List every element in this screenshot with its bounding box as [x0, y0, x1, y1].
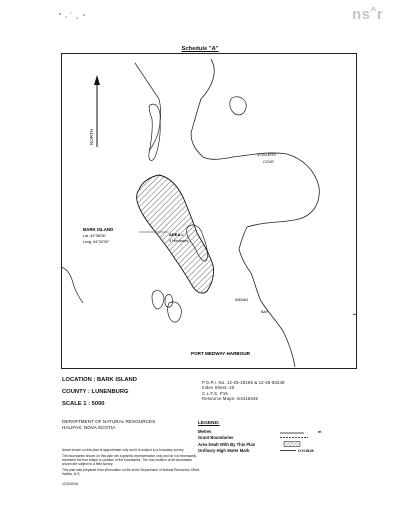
- department-location: HALIFAX, NOVA SCOTIA: [62, 425, 116, 431]
- voglers-label-2: COVE: [263, 159, 275, 164]
- small-islet-north: [230, 97, 247, 115]
- voglers-label-1: VOGLERS: [257, 152, 276, 157]
- hatch-symbol: [280, 441, 316, 447]
- note-2: The boundaries shown on this plan are a graphic representation only and do not necessarily represent the true shape or position of the boundaries. The true location of all boundaries shown are subject to a field survey.: [62, 453, 197, 467]
- document-id: 12204016: [62, 482, 78, 486]
- schedule-title: Schedule "A": [181, 46, 219, 52]
- department-block: [62, 419, 155, 432]
- map-canvas: [61, 53, 357, 369]
- plan-info-left: [62, 377, 137, 413]
- note-1: Areas shown on this plan is approximate only and it is subject to a boundary survey.: [62, 448, 185, 452]
- note-3: This plan was prepared from information on file at the Department of Natural Resources Office, Halifax, N.S.: [62, 467, 201, 477]
- east-edge-mark: [353, 314, 357, 318]
- index-sheet-line: Index Sheet: 40: [202, 385, 235, 391]
- legend-row-area-dealt: Area Dealt With By This Plan: [198, 441, 322, 448]
- resource-maps-line: Resource Maps: m4415645: [202, 395, 259, 401]
- islet-southwest: [168, 302, 182, 322]
- scan-specks: [58, 10, 88, 24]
- long-label: Long. 64°32'09": [83, 240, 110, 244]
- legend-row-ohwm: Ordinary High Water Mark O.H.W.M.: [198, 448, 315, 454]
- department-name: DEPARTMENT OF NATURAL RESOURCES: [62, 419, 156, 424]
- nsar-logo: ns^r: [352, 6, 384, 23]
- indian-label: INDIAN: [235, 298, 248, 302]
- area-value: 4 Hectares: [169, 238, 189, 243]
- bark-island-label: BARK ISLAND: [83, 227, 114, 232]
- islet-south-2: [165, 295, 173, 308]
- legend-row-grant-boundaries: Grant Boundaries: [198, 435, 234, 441]
- islet-south-1: [152, 290, 164, 309]
- lat-label: Lat. 44°08'06": [83, 234, 106, 238]
- north-west-shore: [135, 63, 161, 151]
- east-coastline: [191, 59, 319, 367]
- legend-title: LEGEND:: [198, 421, 220, 426]
- scale-line: SCALE 1 : 5000: [62, 401, 105, 407]
- location-line: LOCATION : BARK ISLAND: [62, 377, 137, 383]
- area-label: AREA =: [169, 232, 184, 237]
- plan-info-right: [202, 380, 285, 401]
- county-line: COUNTY : LUNENBURG: [62, 389, 129, 395]
- southwest-shore: [61, 267, 83, 303]
- north-label: NORTH: [89, 129, 94, 145]
- north-arrow: [89, 75, 100, 147]
- pgpi-line: P.G.P.I. No. 12-25-40195 & 12-25-50248: [202, 380, 285, 385]
- legend-row-metres: Metres m: [198, 428, 322, 434]
- bay-label: BAY: [261, 310, 269, 314]
- plan-notes: [62, 448, 202, 476]
- clfs-line: C.L.F.S. P16: [202, 390, 228, 396]
- harbour-label: PORT MEDWAY HARBOUR: [191, 351, 250, 356]
- legend: [198, 421, 322, 454]
